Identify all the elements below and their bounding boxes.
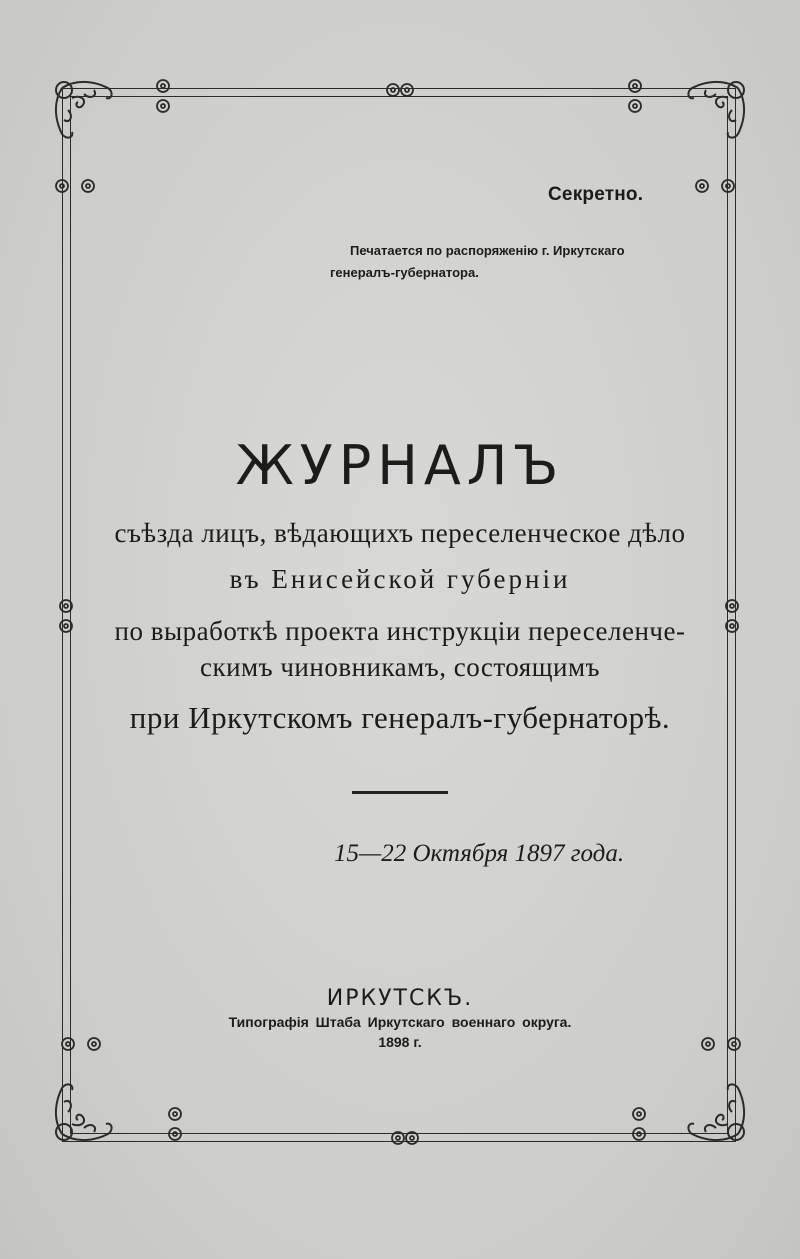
scroll-ornament-icon	[385, 76, 415, 104]
subtitle-line: по выработкѣ проекта инструкціи переселенче-	[114, 616, 686, 646]
imprint-printer: Типографія Штаба Иркутскаго военнаго округа.	[228, 1014, 572, 1030]
scroll-ornament-icon	[160, 1104, 190, 1144]
subtitle-line: при Иркутскомъ генералъ-губернаторѣ.	[129, 700, 671, 735]
secret-label: Секретно.	[548, 184, 644, 205]
corner-ornament-icon	[672, 74, 752, 154]
scroll-ornament-icon	[390, 1124, 420, 1152]
scroll-ornament-icon	[148, 76, 178, 116]
divider-rule	[352, 791, 448, 794]
congress-dates: 15—22 Октября 1897 года.	[334, 840, 625, 867]
imprint-city: ИРКУТСКЪ.	[326, 986, 474, 1011]
corner-ornament-icon	[48, 74, 128, 154]
subtitle-line: съѣзда лицъ, вѣдающихъ переселенческое дѣло	[114, 518, 686, 548]
corner-ornament-icon	[48, 1068, 128, 1148]
scroll-ornament-icon	[624, 1104, 654, 1144]
document-title: ЖУРНАЛЪ	[235, 434, 565, 497]
subtitle-line: скимъ чиновникамъ, состоящимъ	[200, 652, 600, 682]
scroll-ornament-icon	[690, 172, 740, 200]
corner-ornament-icon	[672, 1068, 752, 1148]
printing-note-line-1: Печатается по распоряженію г. Иркутскаго	[350, 243, 625, 258]
printing-note	[330, 240, 680, 284]
subtitle-line: въ Енисейской губерніи	[229, 564, 571, 594]
printing-note-line-2: генералъ-губернатора.	[330, 265, 479, 280]
imprint-year: 1898 г.	[378, 1034, 422, 1050]
scroll-ornament-icon	[620, 76, 650, 116]
scroll-ornament-icon	[50, 172, 100, 200]
